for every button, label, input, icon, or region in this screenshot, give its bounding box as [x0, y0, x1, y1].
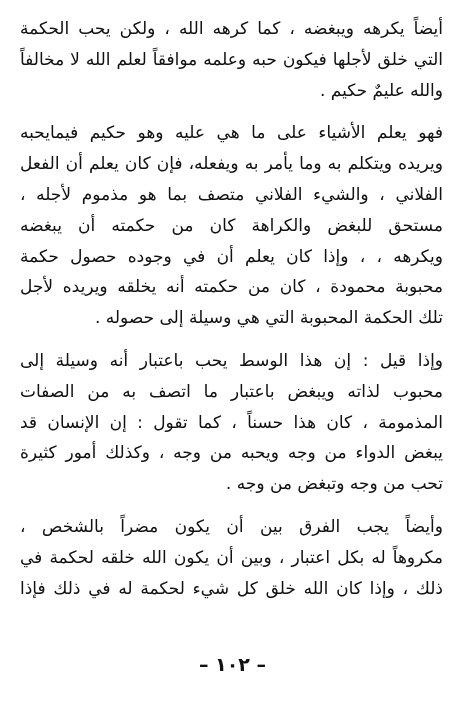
paragraph-1 — [20, 14, 443, 106]
text-line: ويريده ويتكلم به وما يأمر به ويفعله، فإن كان يعلم أن الفعل — [20, 154, 443, 175]
page-number: – ١٠٢ – — [198, 654, 267, 676]
paragraph-4 — [20, 512, 443, 604]
text-line: ذلك ، وإذا كان الله خلق كل شيء لحكمة له في ذلك فإذا — [20, 578, 443, 599]
paragraph-gap — [20, 334, 443, 346]
text-line: مستحق للبغض والكراهة كان من حكمته أن يبغضه — [20, 215, 443, 236]
page-body-text — [20, 14, 443, 604]
text-line: محبوب لذاته ويبغض باعتبار ما اتصف به من الصفات — [20, 381, 443, 402]
paragraph-gap — [20, 106, 443, 118]
paragraph-2 — [20, 118, 443, 334]
text-line: والله عليمٌ حكيم . — [319, 80, 443, 101]
text-line: أيضاً يكرهه ويبغضه ، كما كرهه الله ، ولكن يحب الحكمة — [20, 19, 443, 39]
text-line: مكروهاً له بكل اعتبار ، وبين أن يكون الله خلقه لحكمة في — [20, 547, 443, 568]
text-line: ويكرهه ، ، وإذا كان يعلم أن في وجوده حصول حكمة — [20, 246, 443, 267]
text-line: التي خلق لأجلها فيكون حبه وعلمه موافقاً لعلم الله لا مخالفاً — [20, 49, 443, 70]
text-line: المذمومة ، كان هذا حسناً ، كما تقول : إن الإنسان قد — [20, 412, 443, 433]
text-line: يبغض الدواء من وجه ويحبه من وجه ، وكذلك أمور كثيرة — [20, 443, 443, 464]
text-line: الفلاني ، والشيء الفلاني متصف بما هو مذموم لأجله ، — [20, 184, 443, 205]
text-line: محبوبة محمودة ، كان من حكمته أنه يخلقه ويريده لأجل — [20, 277, 443, 298]
text-line: وإذا قيل : إن هذا الوسط يحب باعتبار أنه وسيلة إلى — [20, 350, 443, 371]
text-line: تلك الحكمة المحبوبة التي هي وسيلة إلى حصوله . — [94, 308, 443, 329]
paragraph-gap — [20, 500, 443, 512]
paragraph-3 — [20, 346, 443, 500]
text-line: تحب من وجه وتبغض من وجه . — [225, 474, 443, 495]
text-line: فهو يعلم الأشياء على ما هي عليه وهو حكيم فيمايحبه — [20, 123, 443, 144]
text-line: وأيضاً يجب الفرق بين أن يكون مضراً بالشخص ، — [20, 516, 443, 537]
